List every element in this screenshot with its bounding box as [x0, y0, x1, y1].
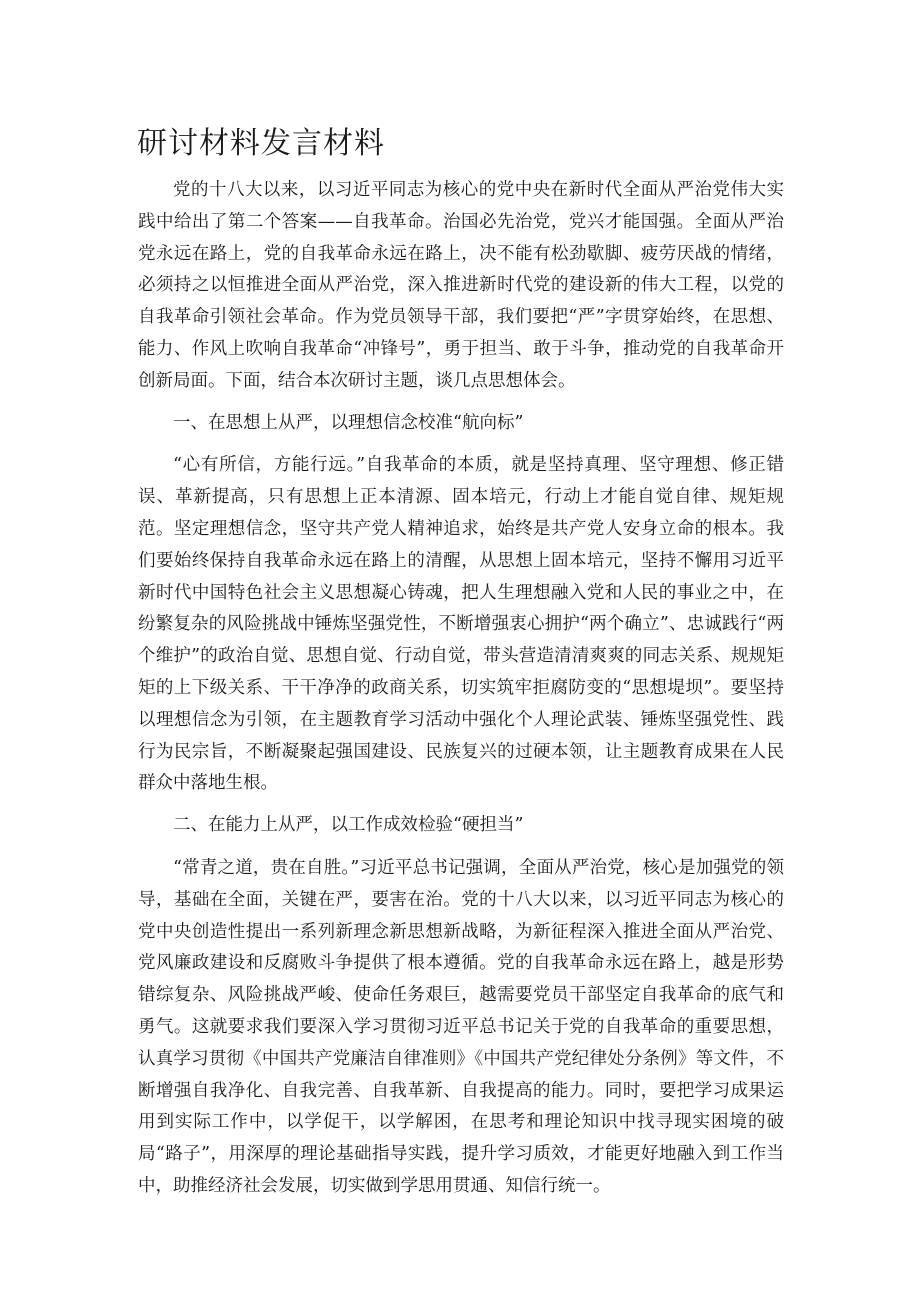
- section-heading-2: 二、在能力上从严，以工作成效检验“硬担当”: [173, 815, 524, 836]
- section-paragraph-1: “心有所信，方能行远。”自我革命的本质，就是坚持真理、坚守理想、修正错误、革新提高，只有思想上正本清源、固本培元，行动上才能自觉自律、规矩规范。坚定理想信念，坚守共产党人精神追求，始终是共产党人安身立命的根本。我们要始终保持自我革命永远在路上的清醒，从思想上固本培元，坚持不懈用习近平新时代中国特色社会主义思想凝心铸魂，把人生理想融入党和人民的事业之中，在纷繁复杂的风险挑战中锤炼坚强党性，不断增强衷心拥护“两个确立”、忠诚践行“两个维护”的政治自觉、思想自觉、行动自觉，带头营造清清爽爽的同志关系、规规矩矩的上下级关系、干干净净的政商关系，切实筑牢拒腐防变的“思想堤坝”。要坚持以理想信念为引领，在主题教育学习活动中强化个人理论武装、锤炼坚强党性、践行为民宗旨，不断凝聚起强国建设、民族复兴的过硬本领，让主题教育成果在人民群众中落地生根。: [138, 455, 784, 794]
- section-heading-1: 一、在思想上从严，以理想信念校准“航向标”: [173, 412, 524, 433]
- document-title: 研讨材料发言材料: [137, 126, 385, 161]
- section-paragraph-2: “常青之道，贵在自胜。”习近平总书记强调，全面从严治党，核心是加强党的领导，基础在全面，关键在严，要害在治。党的十八大以来，以习近平同志为核心的党中央创造性提出一系列新理念新思想新战略，为新征程深入推进全面从严治党、党风廉政建设和反腐败斗争提供了根本遵循。党的自我革命永远在路上，越是形势错综复杂、风险挑战严峻、使命任务艰巨，越需要党员干部坚定自我革命的底气和勇气。这就要求我们要深入学习贯彻习近平总书记关于党的自我革命的重要思想，认真学习贯彻《中国共产党廉洁自律准则》《中国共产党纪律处分条例》等文件，不断增强自我净化、自我完善、自我革新、自我提高的能力。同时，要把学习成果运用到实际工作中，以学促干，以学解困，在思考和理论知识中找寻现实困境的破局“路子”，用深厚的理论基础指导实践，提升学习质效，才能更好地融入到工作当中，助推经济社会发展，切实做到学思用贯通、知信行统一。: [138, 857, 784, 1196]
- intro-paragraph: 党的十八大以来，以习近平同志为核心的党中央在新时代全面从严治党伟大实践中给出了第二个答案——自我革命。治国必先治党，党兴才能国强。全面从严治党永远在路上，党的自我革命永远在路上，决不能有松劲歇脚、疲劳厌战的情绪，必须持之以恒推进全面从严治党，深入推进新时代党的建设新的伟大工程，以党的自我革命引领社会革命。作为党员领导干部，我们要把“严”字贯穿始终，在思想、能力、作风上吹响自我革命“冲锋号”，勇于担当、敢于斗争，推动党的自我革命开创新局面。下面，结合本次研讨主题，谈几点思想体会。: [138, 180, 784, 391]
- document-body: [138, 175, 784, 1213]
